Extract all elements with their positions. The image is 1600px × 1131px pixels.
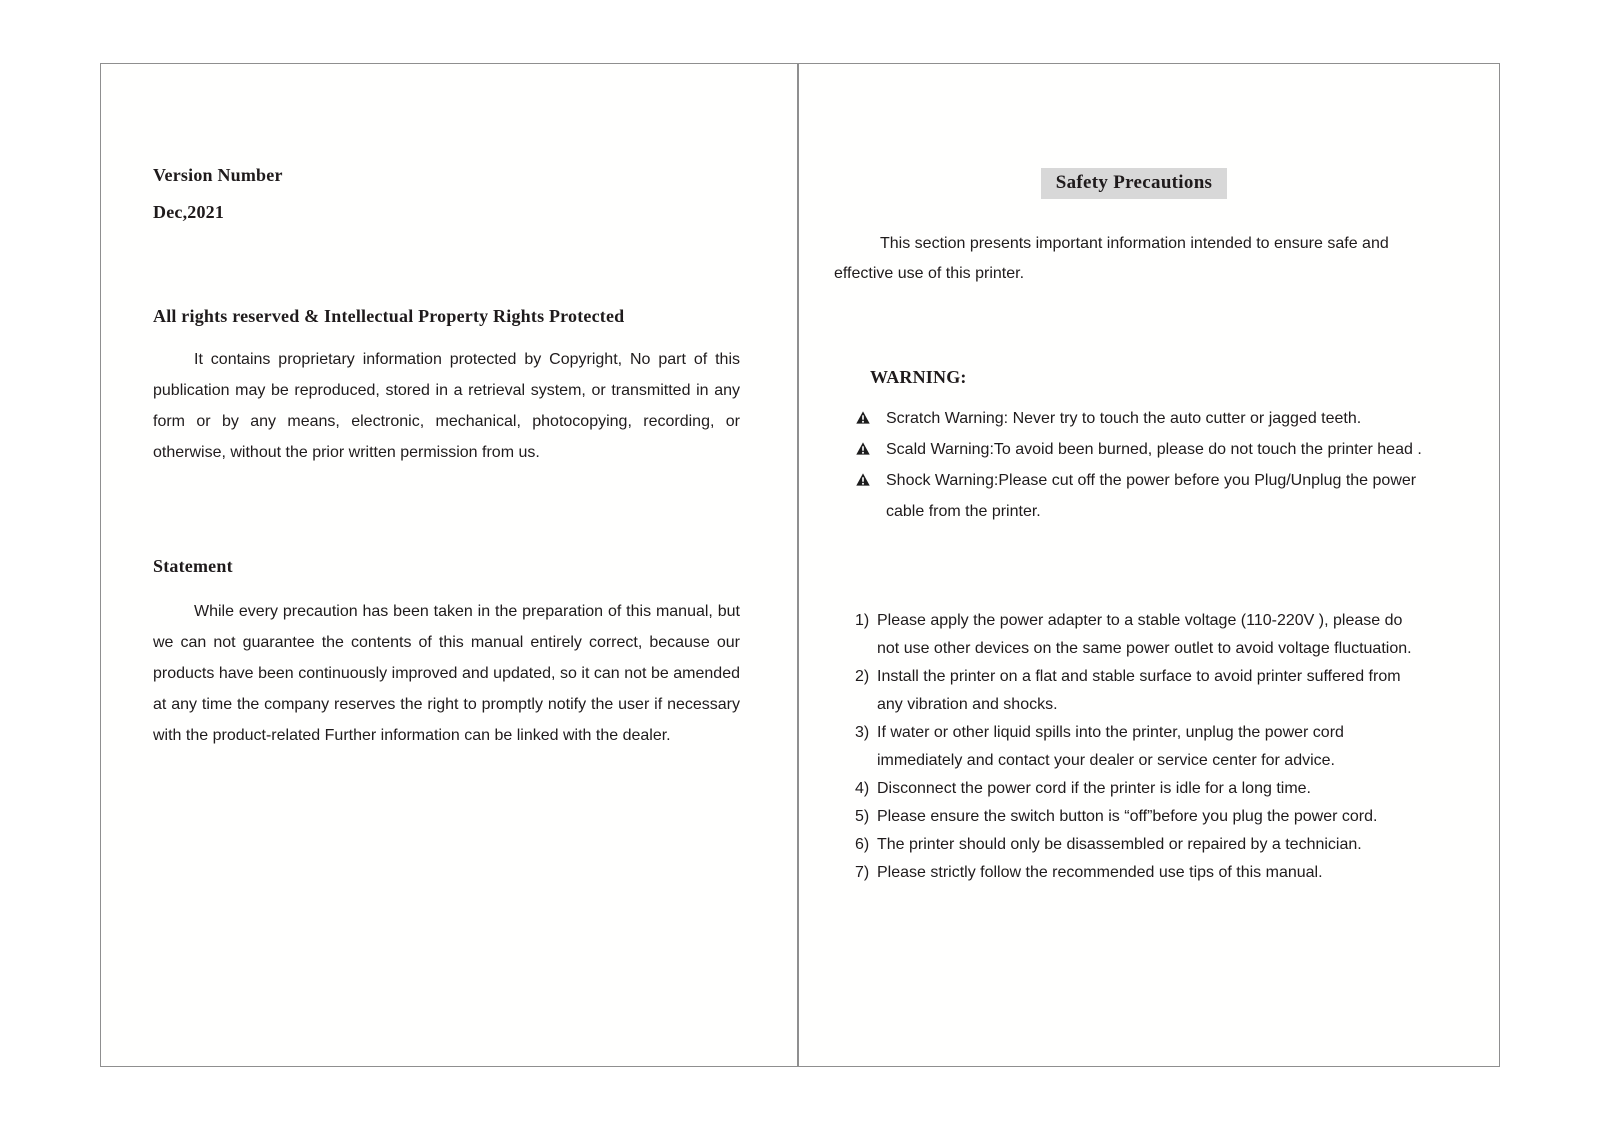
warning-triangle-icon	[856, 442, 870, 455]
caution-item	[834, 663, 1434, 719]
warning-item	[834, 403, 1434, 434]
caution-number: 1)	[855, 612, 870, 629]
caution-text: The printer should only be disassembled or repaired by a technician.	[877, 836, 1362, 853]
warning-heading: WARNING:	[870, 367, 967, 387]
warning-triangle-icon	[856, 411, 870, 424]
page-left	[101, 64, 799, 1066]
caution-list	[834, 607, 1434, 887]
caution-item	[834, 831, 1434, 859]
caution-number: 6)	[855, 836, 870, 853]
version-heading: Version Number	[153, 165, 283, 185]
warning-item	[834, 465, 1434, 527]
warning-list	[834, 403, 1434, 527]
section-title: Safety Precautions	[1041, 168, 1228, 199]
caution-text: Disconnect the power cord if the printer is idle for a long time.	[877, 780, 1311, 797]
caution-number: 2)	[855, 668, 870, 685]
section-title-row	[834, 168, 1434, 199]
intro-paragraph: This section presents important information intended to ensure safe and effective use of this printer.	[834, 235, 1389, 282]
caution-text: Please ensure the switch button is “off”before you plug the power cord.	[877, 808, 1378, 825]
caution-number: 3)	[855, 724, 870, 741]
caution-text: Install the printer on a flat and stable surface to avoid printer suffered from any vibration and shocks.	[877, 668, 1401, 713]
warning-triangle-icon	[856, 473, 870, 486]
caution-text: Please apply the power adapter to a stable voltage (110-220V ), please do not use other devices on the same power outlet to avoid voltage fluctuation.	[877, 612, 1412, 657]
caution-item	[834, 719, 1434, 775]
rights-paragraph: It contains proprietary information protected by Copyright, No part of this publication may be reproduced, stored in a retrieval system, or transmitted in any form or by any means, electronic, mechanical, photocopying, recording, or otherwise, without the prior written permission from us.	[153, 351, 740, 461]
warning-text: Shock Warning:Please cut off the power before you Plug/Unplug the power cable from the printer.	[886, 472, 1417, 520]
warning-item	[834, 434, 1434, 465]
warning-text: Scald Warning:To avoid been burned, please do not touch the printer head .	[886, 441, 1422, 458]
caution-item	[834, 803, 1434, 831]
caution-number: 5)	[855, 808, 870, 825]
caution-number: 4)	[855, 780, 870, 797]
caution-text: Please strictly follow the recommended use tips of this manual.	[877, 864, 1323, 881]
statement-heading: Statement	[153, 556, 233, 576]
statement-paragraph: While every precaution has been taken in the preparation of this manual, but we can not guarantee the contents of this manual entirely correct, because our products have been continuously improved and updated, so it can not be amended at any time the company reserves the right to promptly notify the user if necessary with the product-related Further information can be linked with the dealer.	[153, 603, 740, 744]
caution-item	[834, 775, 1434, 803]
version-date: Dec,2021	[153, 202, 225, 222]
rights-heading: All rights reserved & Intellectual Property Rights Protected	[153, 306, 625, 326]
caution-number: 7)	[855, 864, 870, 881]
caution-item	[834, 607, 1434, 663]
page-right	[799, 64, 1499, 1066]
manual-spread	[100, 63, 1500, 1067]
caution-item	[834, 859, 1434, 887]
warning-text: Scratch Warning: Never try to touch the auto cutter or jagged teeth.	[886, 410, 1362, 427]
caution-text: If water or other liquid spills into the printer, unplug the power cord immediately and contact your dealer or service center for advice.	[877, 724, 1344, 769]
